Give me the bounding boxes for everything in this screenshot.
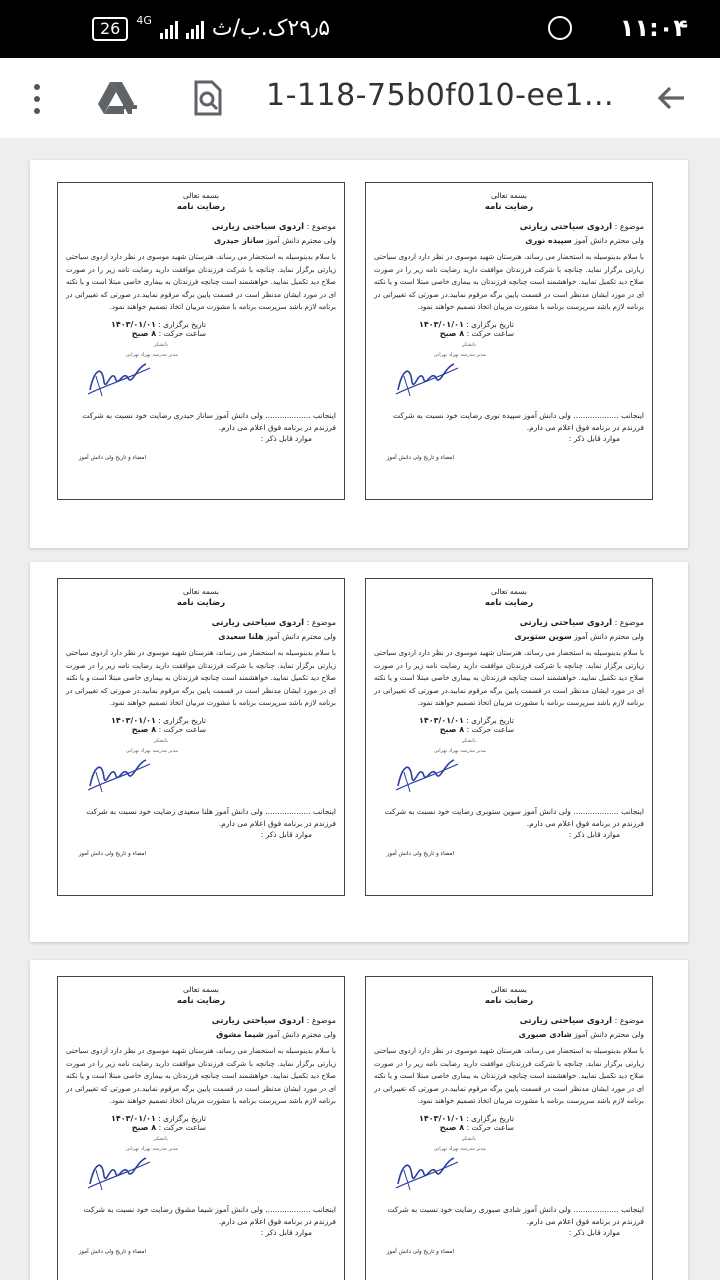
student-name: شادی صبوری <box>518 1030 572 1039</box>
form-heading: رضایت نامه <box>484 202 534 212</box>
consent-text: اینجانب ................... ولی دانش آموز شیما مشوق رضایت خود نسبت به شرکت فرزندم در برنامه فوق اعلام می دارم. <box>83 1204 336 1226</box>
clock: ۱۱:۰۴ <box>619 14 688 42</box>
bism-heading: بسمه تعالی <box>182 985 220 994</box>
student-name: ساناز حیدری <box>213 236 264 245</box>
parent-line: ولی محترم دانش آموز شیما مشوق <box>216 1030 336 1039</box>
back-arrow-icon[interactable] <box>654 80 690 116</box>
time-line: ساعت حرکت : ۸ صبح <box>439 724 514 734</box>
signature-stamp: باتشکر مدیر مدرسه بهزاد تهرانی <box>374 1136 644 1196</box>
consent-student-text: ولی دانش آموز شادی صبوری رضایت خود نسبت <box>419 1204 571 1214</box>
form-heading: رضایت نامه <box>176 202 226 212</box>
time-line: ساعت حرکت : ۸ صبح <box>131 328 206 338</box>
battery-indicator: 26 <box>92 17 128 41</box>
signal-icon <box>160 19 178 39</box>
form-heading: رضایت نامه <box>484 996 534 1006</box>
parent-signature-line: امضاء و تاریخ ولی دانش آموز <box>78 454 146 461</box>
date-line: تاریخ برگزاری : ۱۴۰۳/۰۱/۰۱ <box>418 715 514 725</box>
form-body: با سلام بدینوسیله به استحضار می رساند، هنرستان شهید موسوی در نظر دارد اردوی سیاحتی زیارتی برگزار نماید. چنانچه با شرکت فرزندتان موافقت دارید رضایت نامه زیر را در صورت صلاح دید تکمیل نمایید. خواهشمند است چنانچه فرزندتان به بیماری خاصی مبتلا است و یا نکته ای در مورد ایشان مدنظر است در قسمت پایین برگه مرقوم نمایید.در صورتی که تغییراتی در برنامه لازم باشد سرپرست برنامه با مشورت مربیان اتخاذ تصمیم خواهند نمود. <box>374 649 644 707</box>
whatsapp-icon <box>548 16 572 40</box>
signature-image <box>392 752 462 796</box>
date-line: تاریخ برگزاری : ۱۴۰۳/۰۱/۰۱ <box>110 319 206 329</box>
pdf-page-3 <box>30 960 688 1280</box>
consent-form-card <box>365 578 653 896</box>
signature-image <box>84 752 154 796</box>
time-line: ساعت حرکت : ۸ صبح <box>439 1122 514 1132</box>
subject-line: موضوع : اردوی سیاحتی زیارتی <box>519 1016 644 1026</box>
date-line: تاریخ برگزاری : ۱۴۰۳/۰۱/۰۱ <box>110 715 206 725</box>
parent-line: ولی محترم دانش آموز ساناز حیدری <box>213 236 336 245</box>
notes-line: موارد قابل ذکر : <box>568 433 620 443</box>
notes-line: موارد قابل ذکر : <box>260 433 312 443</box>
consent-form-card <box>57 578 345 896</box>
subject-line: موضوع : اردوی سیاحتی زیارتی <box>211 1016 336 1026</box>
parent-line: ولی محترم دانش آموز شادی صبوری <box>518 1030 644 1039</box>
subject-line: موضوع : اردوی سیاحتی زیارتی <box>211 222 336 232</box>
consent-text: اینجانب ................... ولی دانش آموز هلنا سعیدی رضایت خود نسبت به شرکت فرزندم در برنامه فوق اعلام می دارم. <box>86 806 336 828</box>
student-name: سپیده نوری <box>525 236 572 245</box>
consent-form-card <box>365 976 653 1280</box>
network-speed: ۲۹٫۵ک.ب/ث <box>211 16 331 41</box>
document-title: 1-118-75b0f010-ee1... <box>266 78 615 113</box>
form-heading: رضایت نامه <box>484 598 534 608</box>
form-body: با سلام بدینوسیله به استحضار می رساند، هنرستان شهید موسوی در نظر دارد اردوی سیاحتی زیارتی برگزار نماید. چنانچه با شرکت فرزندتان موافقت دارید رضایت نامه زیر را در صورت صلاح دید تکمیل نمایید. خواهشمند است چنانچه فرزندتان به بیماری خاصی مبتلا است و یا نکته ای در مورد ایشان مدنظر است در قسمت پایین برگه مرقوم نمایید.در صورتی که تغییراتی در برنامه لازم باشد سرپرست برنامه با مشورت مربیان اتخاذ تصمیم خواهند نمود. <box>66 649 336 707</box>
bism-heading: بسمه تعالی <box>490 191 528 200</box>
consent-student-text: ولی دانش آموز سوین ستوبری رضایت خود نسبت <box>416 806 571 816</box>
consent-form-card <box>57 182 345 500</box>
consent-student-text: ولی دانش آموز سپیده نوری رضایت خود نسبت <box>425 410 571 420</box>
date-line: تاریخ برگزاری : ۱۴۰۳/۰۱/۰۱ <box>418 1113 514 1123</box>
find-in-page-icon[interactable] <box>190 80 226 116</box>
bism-heading: بسمه تعالی <box>182 587 220 596</box>
form-body: با سلام بدینوسیله به استحضار می رساند، هنرستان شهید موسوی در نظر دارد اردوی سیاحتی زیارتی برگزار نماید. چنانچه با شرکت فرزندتان موافقت دارید رضایت نامه زیر را در صورت صلاح دید تکمیل نمایید. خواهشمند است چنانچه فرزندتان به بیماری خاصی مبتلا است و یا نکته ای در مورد ایشان مدنظر است در قسمت پایین برگه مرقوم نمایید.در صورتی که تغییراتی در برنامه لازم باشد سرپرست برنامه با مشورت مربیان اتخاذ تصمیم خواهند نمود. <box>374 253 644 311</box>
signature-image <box>84 1150 154 1194</box>
parent-signature-line: امضاء و تاریخ ولی دانش آموز <box>78 850 146 857</box>
consent-text: اینجانب ................... ولی دانش آموز شادی صبوری رضایت خود نسبت به شرکت فرزندم در برنامه فوق اعلام می دارم. <box>387 1204 644 1226</box>
form-heading: رضایت نامه <box>176 996 226 1006</box>
bism-heading: بسمه تعالی <box>490 985 528 994</box>
pdf-viewer[interactable] <box>0 138 720 1280</box>
form-body: با سلام بدینوسیله به استحضار می رساند، هنرستان شهید موسوی در نظر دارد اردوی سیاحتی زیارتی برگزار نماید. چنانچه با شرکت فرزندتان موافقت دارید رضایت نامه زیر را در صورت صلاح دید تکمیل نمایید. خواهشمند است چنانچه فرزندتان به بیماری خاصی مبتلا است و یا نکته ای در مورد ایشان مدنظر است در قسمت پایین برگه مرقوم نمایید.در صورتی که تغییراتی در برنامه لازم باشد سرپرست برنامه با مشورت مربیان اتخاذ تصمیم خواهند نمود. <box>374 1047 644 1105</box>
notes-line: موارد قابل ذکر : <box>568 1227 620 1237</box>
form-body: با سلام بدینوسیله به استحضار می رساند، هنرستان شهید موسوی در نظر دارد اردوی سیاحتی زیارتی برگزار نماید. چنانچه با شرکت فرزندتان موافقت دارید رضایت نامه زیر را در صورت صلاح دید تکمیل نمایید. خواهشمند است چنانچه فرزندتان به بیماری خاصی مبتلا است و یا نکته ای در مورد ایشان مدنظر است در قسمت پایین برگه مرقوم نمایید.در صورتی که تغییراتی در برنامه لازم باشد سرپرست برنامه با مشورت مربیان اتخاذ تصمیم خواهند نمود. <box>66 253 336 311</box>
notes-line: موارد قابل ذکر : <box>568 829 620 839</box>
time-line: ساعت حرکت : ۸ صبح <box>131 1122 206 1132</box>
consent-student-text: ولی دانش آموز شیما مشوق رضایت خود نسبت <box>115 1204 263 1214</box>
signature-image <box>392 356 462 400</box>
signature-stamp: باتشکر مدیر مدرسه بهزاد تهرانی <box>66 342 336 402</box>
signature-image <box>392 1150 462 1194</box>
signature-stamp: باتشکر مدیر مدرسه بهزاد تهرانی <box>374 738 644 798</box>
parent-line: ولی محترم دانش آموز سوین ستوبری <box>514 632 644 641</box>
form-heading: رضایت نامه <box>176 598 226 608</box>
signal-icon-2 <box>186 19 204 39</box>
signature-stamp: باتشکر مدیر مدرسه بهزاد تهرانی <box>374 342 644 402</box>
more-vert-icon[interactable] <box>32 84 42 114</box>
signature-stamp: باتشکر مدیر مدرسه بهزاد تهرانی <box>66 738 336 798</box>
parent-signature-line: امضاء و تاریخ ولی دانش آموز <box>386 454 454 461</box>
bism-heading: بسمه تعالی <box>490 587 528 596</box>
student-name: سوین ستوبری <box>514 632 572 641</box>
time-line: ساعت حرکت : ۸ صبح <box>131 724 206 734</box>
date-line: تاریخ برگزاری : ۱۴۰۳/۰۱/۰۱ <box>418 319 514 329</box>
consent-student-text: ولی دانش آموز ساناز حیدری رضایت خود نسبت <box>114 410 263 420</box>
consent-form-card <box>365 182 653 500</box>
consent-student-text: ولی دانش آموز هلنا سعیدی رضایت خود نسبت <box>118 806 263 816</box>
network-type: 4G <box>136 14 152 27</box>
student-name: شیما مشوق <box>216 1030 264 1039</box>
add-to-drive-icon[interactable] <box>96 80 140 116</box>
signature-image <box>84 356 154 400</box>
consent-form-card <box>57 976 345 1280</box>
pdf-page-1 <box>30 160 688 548</box>
form-body: با سلام بدینوسیله به استحضار می رساند، هنرستان شهید موسوی در نظر دارد اردوی سیاحتی زیارتی برگزار نماید. چنانچه با شرکت فرزندتان موافقت دارید رضایت نامه زیر را در صورت صلاح دید تکمیل نمایید. خواهشمند است چنانچه فرزندتان به بیماری خاصی مبتلا است و یا نکته ای در مورد ایشان مدنظر است در قسمت پایین برگه مرقوم نمایید.در صورتی که تغییراتی در برنامه لازم باشد سرپرست برنامه با مشورت مربیان اتخاذ تصمیم خواهند نمود. <box>66 1047 336 1105</box>
signature-stamp: باتشکر مدیر مدرسه بهزاد تهرانی <box>66 1136 336 1196</box>
subject-line: موضوع : اردوی سیاحتی زیارتی <box>519 222 644 232</box>
notes-line: موارد قابل ذکر : <box>260 1227 312 1237</box>
subject-line: موضوع : اردوی سیاحتی زیارتی <box>211 618 336 628</box>
parent-signature-line: امضاء و تاریخ ولی دانش آموز <box>78 1248 146 1255</box>
notes-line: موارد قابل ذکر : <box>260 829 312 839</box>
bism-heading: بسمه تعالی <box>182 191 220 200</box>
consent-text: اینجانب ................... ولی دانش آموز سوین ستوبری رضایت خود نسبت به شرکت فرزندم در برنامه فوق اعلام می دارم. <box>384 806 644 828</box>
app-bar <box>0 58 720 139</box>
date-line: تاریخ برگزاری : ۱۴۰۳/۰۱/۰۱ <box>110 1113 206 1123</box>
parent-line: ولی محترم دانش آموز سپیده نوری <box>525 236 644 245</box>
time-line: ساعت حرکت : ۸ صبح <box>439 328 514 338</box>
parent-line: ولی محترم دانش آموز هلنا سعیدی <box>218 632 336 641</box>
subject-line: موضوع : اردوی سیاحتی زیارتی <box>519 618 644 628</box>
status-bar <box>0 0 720 58</box>
parent-signature-line: امضاء و تاریخ ولی دانش آموز <box>386 850 454 857</box>
pdf-page-2 <box>30 562 688 942</box>
status-left-cluster <box>92 16 330 41</box>
student-name: هلنا سعیدی <box>218 632 264 641</box>
parent-signature-line: امضاء و تاریخ ولی دانش آموز <box>386 1248 454 1255</box>
consent-text: اینجانب ................... ولی دانش آموز ساناز حیدری رضایت خود نسبت به شرکت فرزندم در برنامه فوق اعلام می دارم. <box>82 410 336 432</box>
consent-text: اینجانب ................... ولی دانش آموز سپیده نوری رضایت خود نسبت به شرکت فرزندم در برنامه فوق اعلام می دارم. <box>393 410 644 432</box>
